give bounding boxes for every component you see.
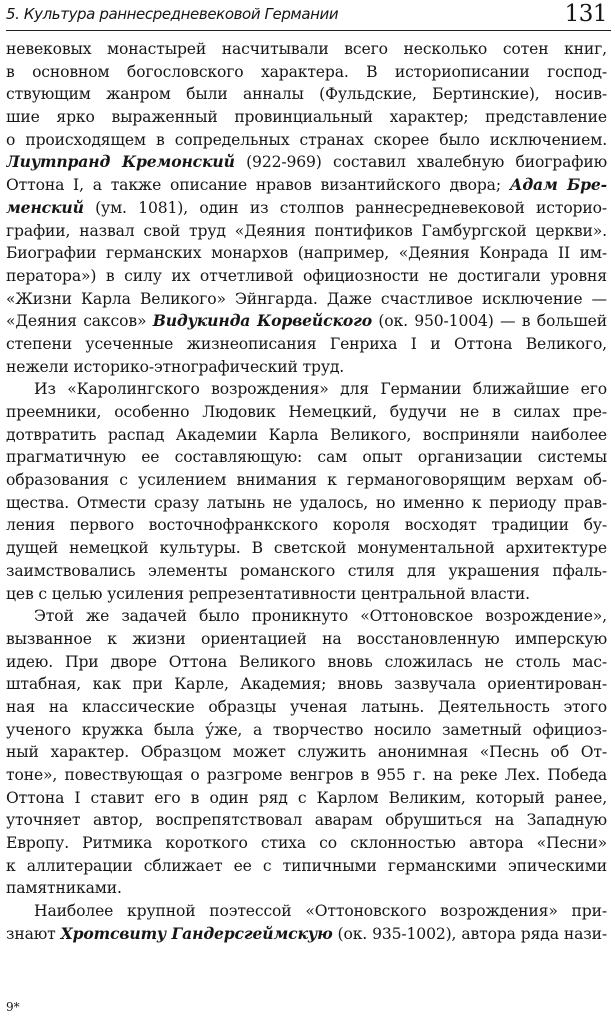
text-run: (922-969) составил хвалебную биографию [234, 153, 607, 172]
text-run: заимствовались элементы романского стиля для украшения пфаль- [6, 561, 607, 580]
text-line [6, 446, 607, 469]
text-run: в основном богословского характера. В историописании господ- [6, 62, 607, 81]
text-run: Этой же задачей было проникнуто «Оттоновское возрождение», [34, 607, 607, 626]
text-line [6, 378, 607, 401]
text-run: ученого кружка была у́же, а творчество носило заметный официоз- [6, 720, 607, 739]
text-run: шие ярко выраженный провинциальный характер; представление [6, 108, 607, 127]
author-name: Хротсвиту Гандерсгеймскую [60, 923, 333, 943]
text-run: образования с усилением внимания к германоговорящим верхам об- [6, 471, 607, 490]
text-line [6, 809, 607, 832]
text-line [6, 310, 607, 333]
text-line [6, 61, 607, 84]
text-line [6, 151, 607, 174]
text-run: Из «Каролингского возрождения» для Германии ближайшие его [34, 380, 607, 399]
text-line [6, 764, 607, 787]
body-text [6, 38, 607, 946]
text-run: ления первого восточнофранкского короля восходят традиции бу- [6, 516, 607, 535]
text-run: ная на классические образцы ученая латынь. Деятельность этого [6, 697, 607, 716]
text-line [6, 424, 607, 447]
text-line [6, 333, 607, 356]
text-line [6, 673, 607, 696]
text-run: Оттона I ставит его в один ряд с Карлом Великим, который ранее, [6, 788, 607, 807]
text-run: цев с целью усиления репрезентативности центральной власти. [6, 584, 530, 603]
text-line [6, 537, 607, 560]
text-run: Европу. Ритмика короткого стиха со склонностью автора «Песни» [6, 834, 607, 853]
author-name: менский [6, 197, 84, 217]
text-line [6, 242, 607, 265]
text-line [6, 877, 607, 900]
text-run: Биографии германских монархов (например, «Деяния Конрада II им- [6, 244, 607, 263]
author-name: Видукинда Корвейского [152, 311, 372, 331]
text-run: (ум. 1081), один из столпов раннесредневековой историо- [83, 198, 607, 217]
text-line [6, 514, 607, 537]
text-run: Оттона I, а также описание нравов византийского двора; [6, 176, 510, 195]
text-line [6, 38, 607, 61]
text-run: вызванное к жизни ориентацией на восстановленную имперскую [6, 629, 607, 648]
text-line [6, 855, 607, 878]
text-line [6, 265, 607, 288]
page-number: 131 [564, 1, 607, 27]
text-run: ператора») в силу их отчетливой официозности не достигали уровня [6, 266, 607, 285]
text-line [6, 83, 607, 106]
running-head [6, 1, 607, 28]
signature-mark: 9* [6, 1000, 20, 1014]
text-line [6, 469, 607, 492]
text-run: прагматичную ее составляющую: сам опыт организации системы [6, 448, 607, 467]
text-run: нежели историко-этнографический труд. [6, 357, 345, 376]
text-run: щества. Отмести сразу латынь не удалось, но именно к периоду прав- [6, 493, 607, 512]
text-line [6, 787, 607, 810]
text-line [6, 900, 607, 923]
text-run: знают [6, 924, 61, 943]
text-line [6, 220, 607, 243]
text-run: о происходящем в сопредельных странах скорее было исключением. [6, 130, 607, 149]
text-run: ный характер. Образцом может служить анонимная «Песнь об От- [6, 743, 607, 762]
text-run: преемники, особенно Людовик Немецкий, будучи не в силах пре- [6, 403, 607, 421]
author-name: Лиутпранд Кремонский [6, 152, 235, 172]
text-run: памятниками. [6, 879, 122, 898]
text-run: степени усеченные жизнеописания Генриха I и Оттона Великого, [6, 334, 607, 353]
text-line [6, 583, 607, 606]
text-line [6, 696, 607, 719]
text-run: Наиболее крупной поэтессой «Оттоновского возрождения» при- [34, 902, 607, 921]
text-line [6, 923, 607, 946]
text-line [6, 560, 607, 583]
text-run: тоне», повествующая о разгроме венгров в 955 г. на реке Лех. Победа [6, 766, 607, 784]
text-run: «Жизни Карла Великого» Эйнгарда. Даже счастливое исключение — [6, 289, 607, 308]
text-line [6, 651, 607, 674]
text-line [6, 106, 607, 129]
text-line [6, 356, 607, 379]
header-rule [6, 30, 611, 31]
text-line [6, 129, 607, 152]
text-run: «Деяния саксов» [6, 312, 153, 331]
text-run: идею. При дворе Оттона Великого вновь сложилась не столь мас- [6, 652, 607, 671]
text-line [6, 401, 607, 424]
text-line [6, 492, 607, 515]
text-run: графии, назвал свой труд «Деяния понтификов Гамбургской церкви». [6, 221, 607, 240]
text-run: дотвратить распад Академии Карла Великого, восприняли наиболее [6, 425, 607, 444]
text-line [6, 174, 607, 197]
text-run: невековых монастырей насчитывали всего несколько сотен книг, [6, 40, 607, 58]
text-run: к аллитерации сближает ее с типичными германскими эпическими [6, 856, 607, 875]
author-name: Адам Бре- [509, 175, 607, 195]
text-line [6, 197, 607, 220]
text-run: ствующим жанром были анналы (Фульдские, Бертинские), носив- [6, 85, 607, 104]
chapter-title: 5. Культура раннесредневековой Германии [6, 5, 339, 23]
text-run: дущей немецкой культуры. В светской монументальной архитектуре [6, 539, 607, 558]
text-line [6, 288, 607, 311]
text-line [6, 719, 607, 742]
text-run: (ок. 950-1004) — в большей [372, 312, 607, 331]
text-line [6, 628, 607, 651]
text-run: штабная, как при Карле, Академия; вновь зазвучала ориентирован- [6, 675, 607, 694]
text-run: уточняет автор, воспрепятствовал аварам обрушиться на Западную [6, 811, 607, 830]
text-line [6, 832, 607, 855]
text-run: (ок. 935-1002), автора ряда нази- [332, 924, 607, 943]
text-line [6, 741, 607, 764]
text-line [6, 605, 607, 628]
